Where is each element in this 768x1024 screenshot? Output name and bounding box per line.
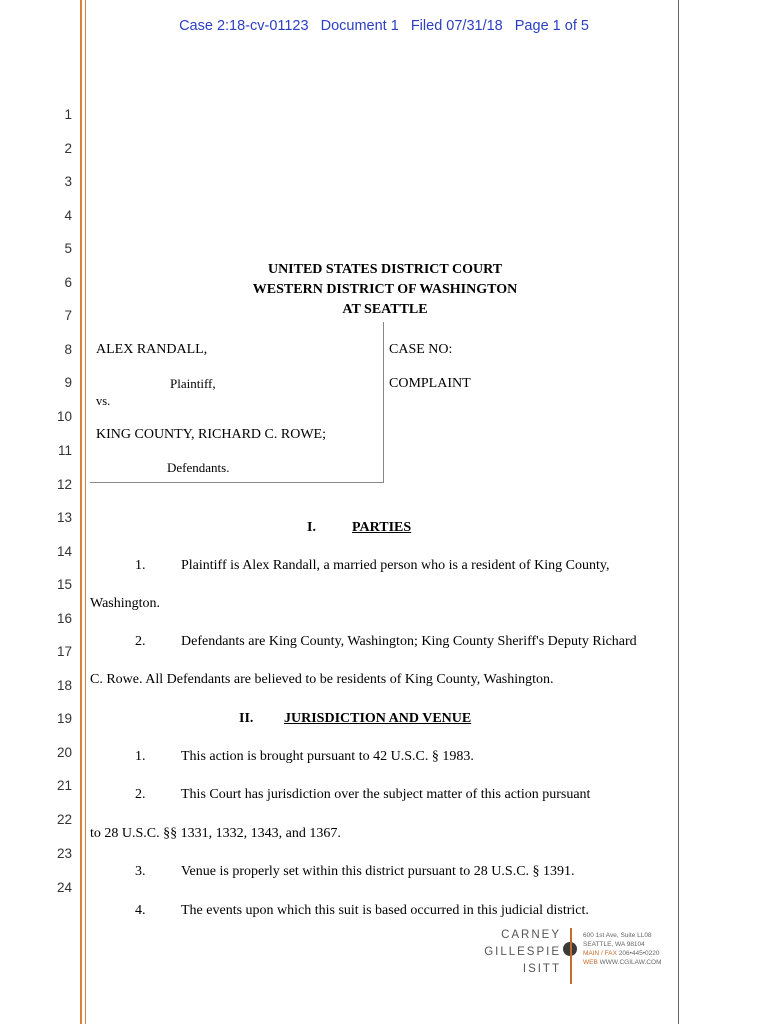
firm-web-url: WWW.CGILAW.COM: [599, 959, 662, 966]
plaintiff-role: Plaintiff,: [170, 376, 216, 391]
paragraph-number: 2.: [135, 787, 146, 802]
court-location: AT SEATTLE: [342, 302, 428, 317]
paragraph-text: This action is brought pursuant to 42 U.S.C. § 1983.: [181, 749, 474, 764]
case-number: Case 2:18-cv-01123: [179, 18, 309, 34]
firm-phone-label: MAIN / FAX: [583, 950, 617, 957]
court-name: UNITED STATES DISTRICT COURT: [267, 262, 503, 277]
defendants-role: Defendants.: [167, 460, 230, 475]
line-number: 9: [64, 375, 72, 390]
line-number: 14: [56, 544, 72, 559]
line-number: 12: [56, 477, 72, 492]
line-number: 24: [56, 880, 72, 895]
left-margin-line-outer: [80, 0, 82, 1024]
line-number: 17: [56, 644, 72, 659]
paragraph-text: Washington.: [90, 596, 161, 611]
defendants-names: KING COUNTY, RICHARD C. ROWE;: [96, 427, 326, 442]
line-number: 10: [56, 409, 72, 424]
paragraph-text: to 28 U.S.C. §§ 1331, 1332, 1343, and 1367.: [90, 826, 341, 841]
line-number: 1: [64, 107, 72, 122]
line-number: 20: [56, 745, 72, 760]
line-number: 7: [64, 308, 72, 323]
paragraph-text: Plaintiff is Alex Randall, a married person who is a resident of King County,: [181, 558, 610, 573]
line-number: 16: [56, 611, 72, 626]
section-title: [352, 520, 411, 536]
paragraph-text: Venue is properly set within this district pursuant to 28 U.S.C. § 1391.: [181, 864, 575, 879]
line-number: 2: [64, 141, 72, 156]
right-margin-line: [678, 0, 679, 1024]
left-margin-line-inner: [85, 0, 86, 1024]
firm-web: [583, 958, 662, 967]
page-number: Page 1 of 5: [514, 18, 589, 34]
paragraph-number: 4.: [135, 903, 146, 918]
document-number: Document 1: [320, 18, 399, 34]
document-type: COMPLAINT: [389, 376, 471, 391]
paragraph-text: The events upon which this suit is based occurred in this judicial district.: [181, 903, 589, 918]
line-number: 21: [56, 778, 72, 793]
filed-date: Filed 07/31/18: [410, 18, 503, 34]
firm-phone: [583, 949, 659, 958]
firm-address-line2: SEATTLE, WA 98104: [583, 941, 645, 948]
paragraph-text: C. Rowe. All Defendants are believed to be residents of King County, Washington.: [90, 672, 554, 687]
line-number: 15: [56, 577, 72, 592]
firm-address-line1: 600 1st Ave, Suite LL08: [583, 932, 652, 939]
paragraph-number: 1.: [135, 749, 146, 764]
firm-logo-divider: [570, 928, 572, 984]
caption-divider-horizontal: [90, 482, 384, 483]
caption-divider-vertical: [383, 322, 384, 483]
line-number: 19: [56, 711, 72, 726]
section-heading-parties: [307, 520, 316, 536]
plaintiff-name: ALEX RANDALL,: [96, 342, 208, 357]
line-number: 3: [64, 174, 72, 189]
case-number-label: CASE NO:: [389, 342, 453, 357]
line-number: 5: [64, 241, 72, 256]
section-title-text: JURISDICTION AND VENUE: [284, 711, 472, 726]
paragraph-text: This Court has jurisdiction over the subject matter of this action pursuant: [181, 787, 591, 802]
section-title-text: PARTIES: [352, 520, 412, 535]
line-number: 8: [64, 342, 72, 357]
paragraph-number: 2.: [135, 634, 146, 649]
firm-web-label: WEB: [583, 959, 598, 966]
line-number: 23: [56, 846, 72, 861]
line-number: 11: [57, 443, 72, 458]
line-number: 6: [64, 275, 72, 290]
court-district: WESTERN DISTRICT OF WASHINGTON: [252, 282, 518, 297]
section-number: I.: [307, 520, 316, 535]
paragraph-number: 3.: [135, 864, 146, 879]
firm-name-1: CARNEY: [501, 929, 561, 941]
firm-name-3: ISITT: [522, 963, 561, 975]
section-number: II.: [239, 711, 254, 726]
line-number: 4: [64, 208, 72, 223]
section-heading-jurisdiction: [239, 711, 253, 727]
paragraph-number: 1.: [135, 558, 146, 573]
line-number: 22: [56, 812, 72, 827]
firm-phone-number: 206•445•0220: [618, 950, 660, 957]
firm-name-2: GILLESPIE: [484, 946, 561, 958]
versus-label: vs.: [96, 394, 111, 408]
line-number: 13: [56, 510, 72, 525]
line-number: 18: [56, 678, 72, 693]
section-title: [284, 711, 471, 727]
ecf-header: [0, 18, 768, 34]
paragraph-text: Defendants are King County, Washington; King County Sheriff's Deputy Richard: [181, 634, 637, 649]
